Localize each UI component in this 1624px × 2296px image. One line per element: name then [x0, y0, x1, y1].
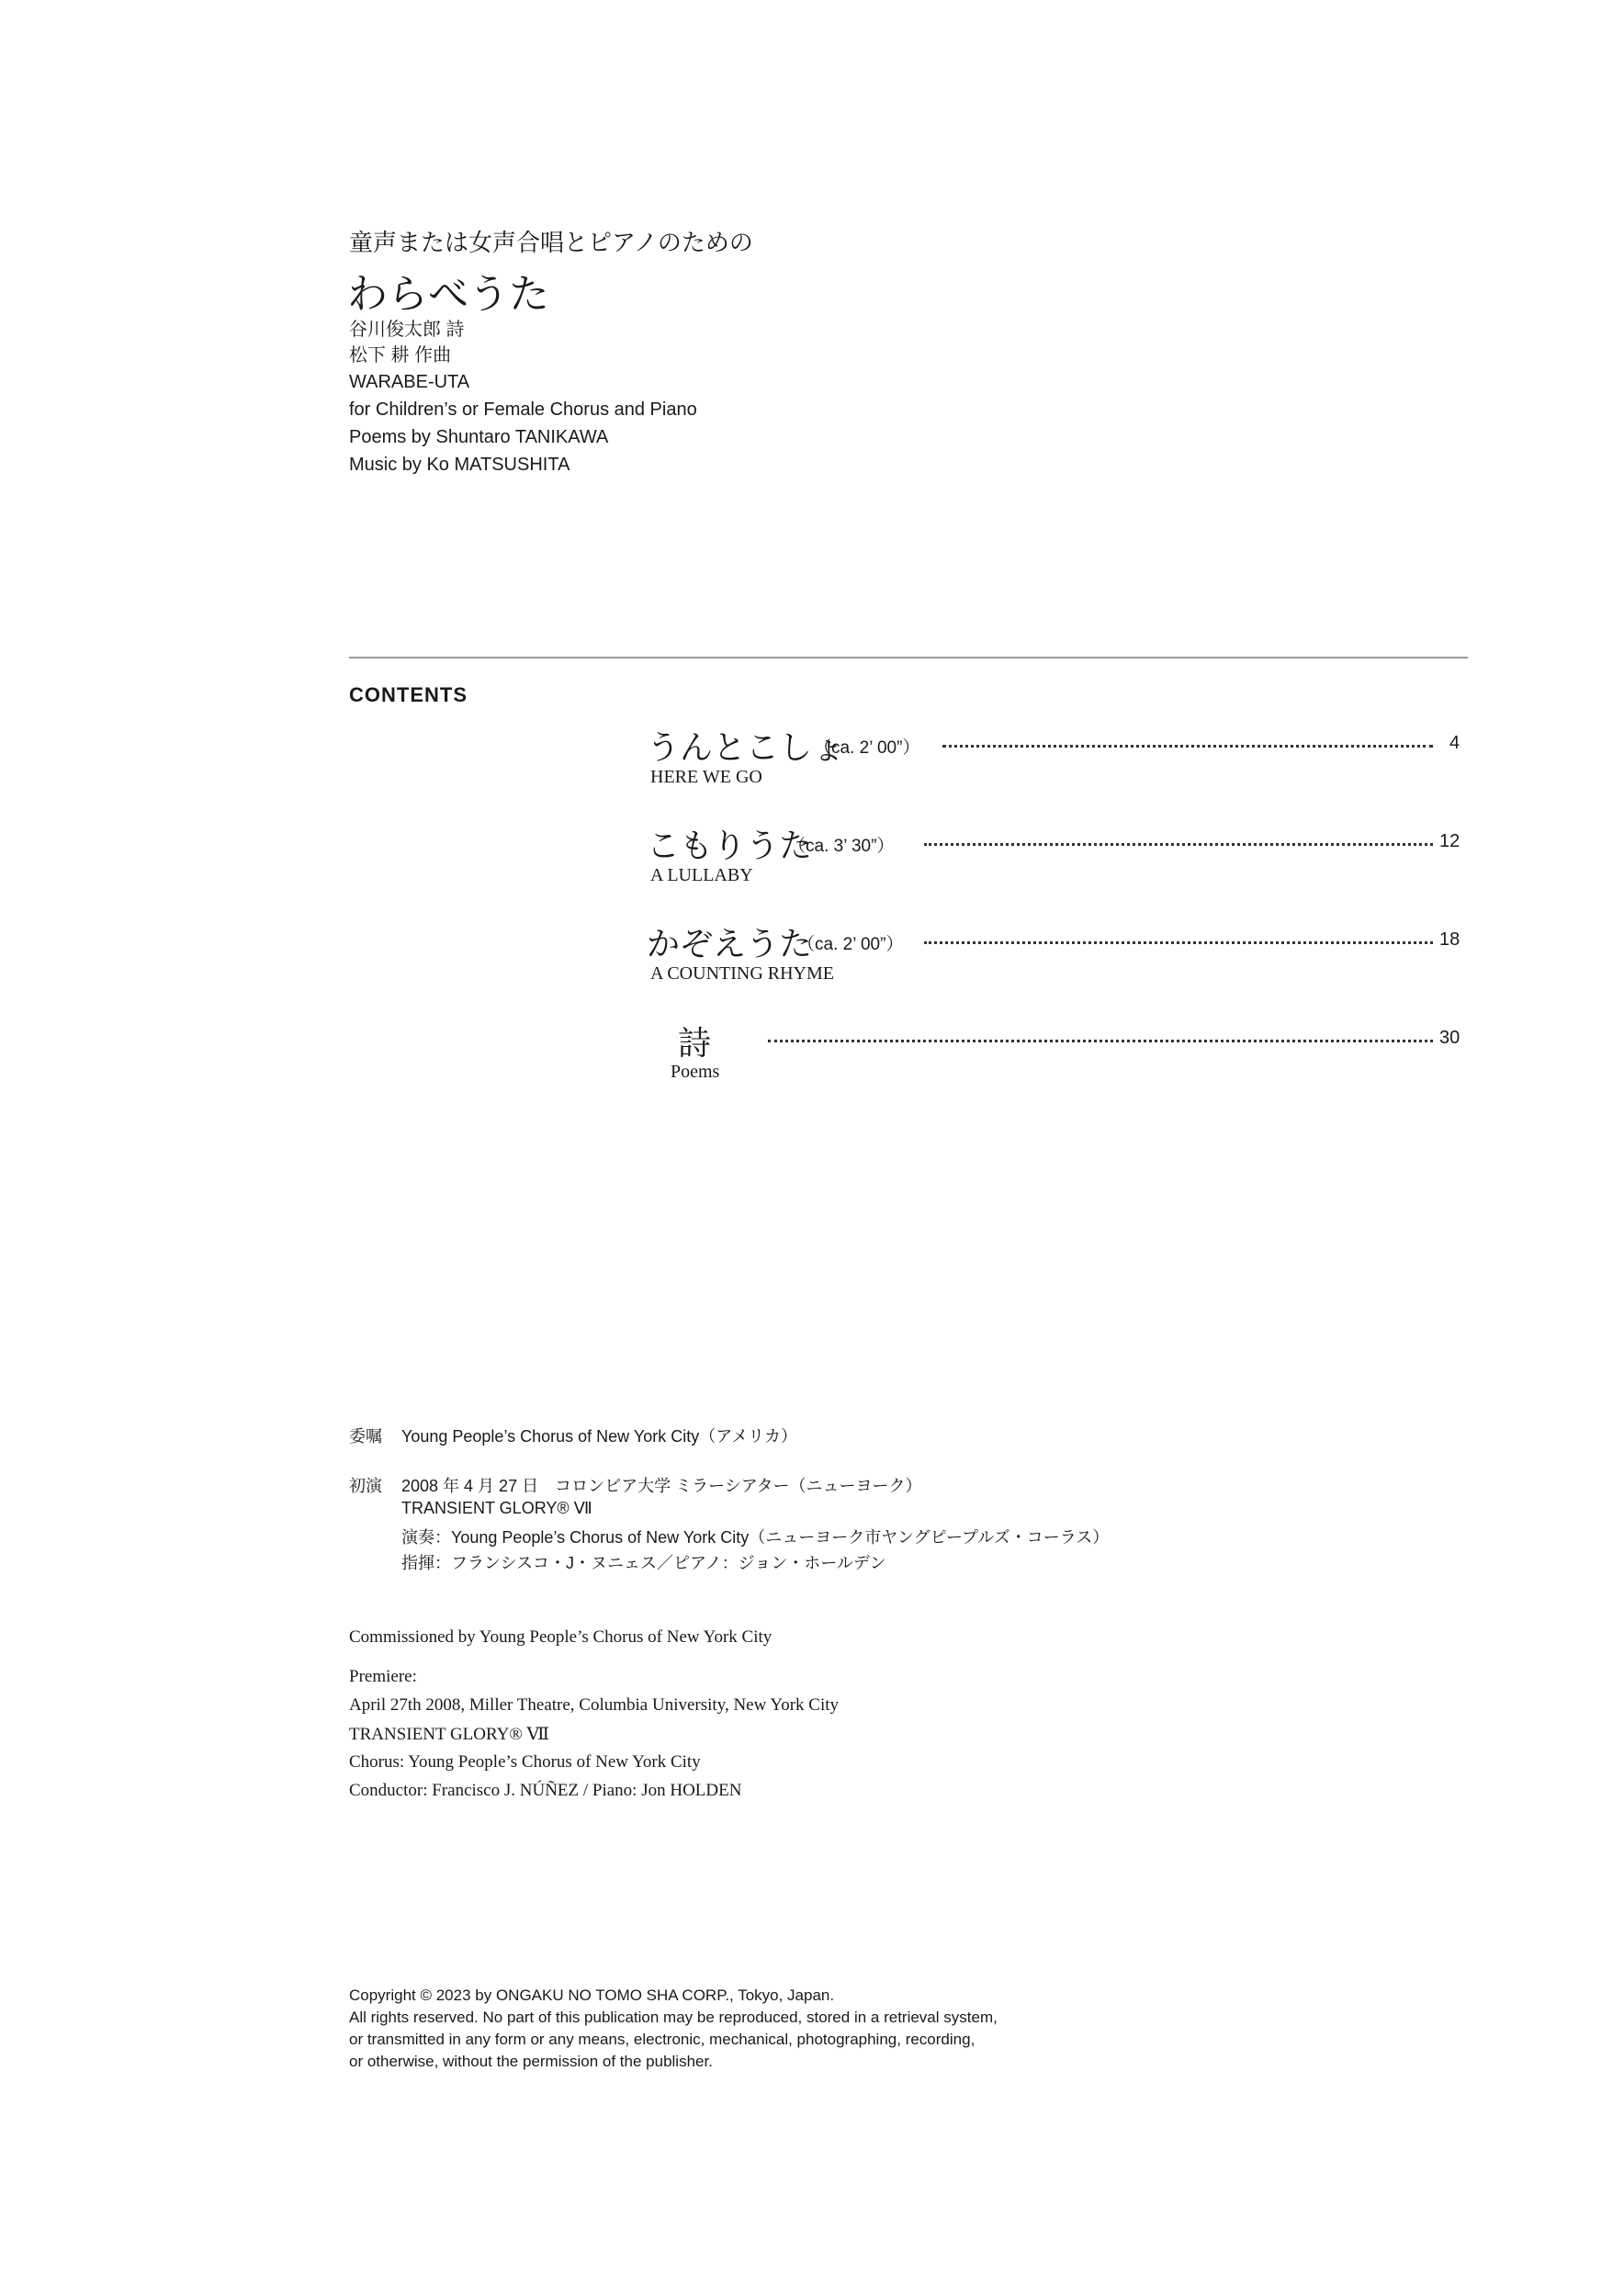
- poet-english: Poems by Shuntaro TANIKAWA: [349, 427, 609, 447]
- toc-duration: （ca. 3’ 30”）: [788, 837, 895, 856]
- premiere-label: 初演: [349, 1477, 382, 1495]
- premiere-line: 2008 年 4 月 27 日 コロンビア大学 ミラーシアター（ニューヨーク）: [401, 1477, 922, 1495]
- toc-duration: （ca. 2’ 00”）: [814, 738, 920, 758]
- toc-title-jp[interactable]: こもりうた: [647, 827, 813, 864]
- page-title: わらべうた: [347, 272, 549, 317]
- toc-title-en[interactable]: HERE WE GO: [650, 767, 762, 787]
- toc-leader: [924, 843, 1433, 846]
- commission-label: 委嘱: [349, 1427, 382, 1446]
- copyright-line: or otherwise, without the permission of the publisher.: [349, 2053, 713, 2070]
- toc-page-number[interactable]: 4: [1449, 733, 1460, 753]
- commission-english: Commissioned by Young People’s Chorus of New York City: [349, 1627, 773, 1647]
- divider: [349, 657, 1468, 658]
- toc-leader: [942, 745, 1433, 748]
- premiere-english-label: Premiere:: [349, 1667, 417, 1686]
- premiere-line: 演奏：Young People’s Chorus of New York City（ニューヨーク市ヤングピープルズ・コーラス）: [401, 1528, 1110, 1547]
- composer-english: Music by Ko MATSUSHITA: [349, 455, 570, 475]
- copyright-line: Copyright © 2023 by ONGAKU NO TOMO SHA CORP., Tokyo, Japan.: [349, 1986, 835, 2004]
- toc-page-number[interactable]: 12: [1439, 831, 1460, 851]
- poet-japanese: 谷川俊太郎 詩: [349, 320, 465, 340]
- toc-title-jp[interactable]: うんとこしょ: [647, 728, 846, 766]
- premiere-english-event: TRANSIENT GLORY® Ⅶ: [349, 1725, 550, 1744]
- toc-title-en[interactable]: Poems: [671, 1062, 720, 1082]
- premiere-english-chorus: Chorus: Young People’s Chorus of New York City: [349, 1752, 701, 1772]
- premiere-line: 指揮：フランシスコ・J・ヌニェス／ピアノ：ジョン・ホールデン: [401, 1554, 886, 1572]
- toc-title-en[interactable]: A LULLABY: [650, 865, 753, 885]
- toc-page-number[interactable]: 18: [1439, 929, 1460, 950]
- toc-title-jp[interactable]: かぞえうた: [647, 925, 813, 962]
- copyright-line: or transmitted in any form or any means, electronic, mechanical, photographing, recording,: [349, 2031, 976, 2048]
- premiere-english-date: April 27th 2008, Miller Theatre, Columbia University, New York City: [349, 1695, 840, 1715]
- premiere-english-conductor: Conductor: Francisco J. NÚÑEZ / Piano: Jon HOLDEN: [349, 1781, 742, 1800]
- subtitle-japanese: 童声または女声合唱とピアノのための: [349, 229, 753, 256]
- toc-leader: [768, 1040, 1433, 1042]
- toc-title-en[interactable]: A COUNTING RHYME: [650, 963, 834, 984]
- toc-duration: （ca. 2’ 00”）: [797, 935, 904, 954]
- toc-title-jp[interactable]: 詩: [678, 1024, 712, 1062]
- premiere-line: TRANSIENT GLORY® Ⅶ: [401, 1499, 592, 1517]
- copyright-line: All rights reserved. No part of this publication may be reproduced, stored in a retrieval system,: [349, 2009, 998, 2026]
- commission-text: Young People’s Chorus of New York City（アメリカ）: [401, 1427, 797, 1446]
- title-english: WARABE-UTA: [349, 372, 470, 392]
- toc-leader: [924, 941, 1433, 944]
- composer-japanese: 松下 耕 作曲: [349, 345, 452, 366]
- contents-heading: CONTENTS: [349, 683, 468, 706]
- toc-page-number[interactable]: 30: [1439, 1028, 1460, 1048]
- subtitle-english: for Children’s or Female Chorus and Piano: [349, 400, 697, 420]
